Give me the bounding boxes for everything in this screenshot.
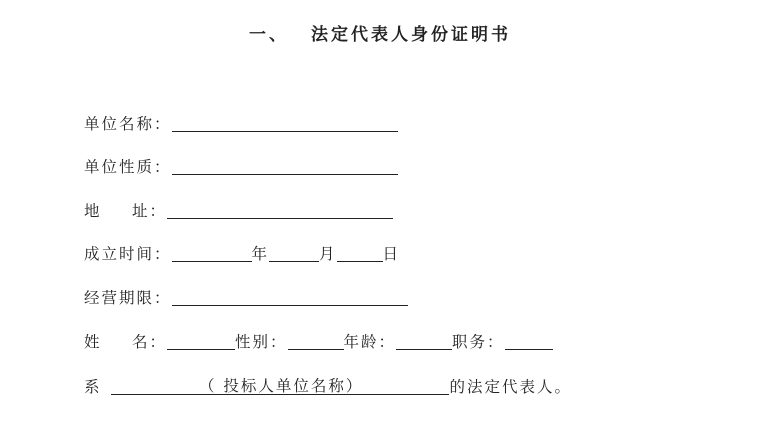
day-label: 日: [382, 245, 401, 263]
address-label-2: 址：: [132, 202, 168, 220]
relation-prefix: 系: [84, 378, 102, 396]
unit-name-row: [84, 110, 398, 134]
term-label: 经营期限：: [84, 289, 172, 307]
gender-label: 性别：: [235, 333, 288, 351]
position-field[interactable]: [505, 329, 553, 350]
address-row: [84, 197, 393, 221]
established-day-field[interactable]: [337, 241, 383, 262]
established-month-field[interactable]: [269, 241, 319, 262]
name-label-1: 姓: [84, 333, 102, 351]
gender-field[interactable]: [288, 329, 344, 350]
position-label: 职务：: [452, 333, 505, 351]
address-label-1: 地: [84, 202, 102, 220]
year-label: 年: [251, 245, 270, 263]
address-field[interactable]: [167, 198, 393, 219]
age-label: 年龄：: [343, 333, 397, 351]
title-text: 法定代表人身份证明书: [311, 25, 511, 45]
unit-name-label: 单位名称：: [84, 115, 172, 133]
age-field[interactable]: [396, 329, 452, 350]
unit-name-field[interactable]: [172, 111, 398, 132]
person-row: [84, 328, 553, 352]
unit-nature-row: [84, 153, 398, 177]
month-label: 月: [319, 245, 337, 263]
established-year-field[interactable]: [172, 241, 252, 262]
bidder-unit-name-hint: （ 投标人单位名称）: [199, 377, 364, 395]
relation-row: [84, 373, 572, 397]
unit-nature-label: 单位性质：: [84, 158, 172, 176]
unit-nature-field[interactable]: [172, 154, 398, 175]
established-row: [84, 240, 400, 264]
relation-suffix: 的法定代表人。: [449, 378, 572, 396]
term-field[interactable]: [172, 285, 408, 306]
page-title: [0, 20, 760, 45]
term-row: [84, 284, 408, 308]
name-field[interactable]: [167, 329, 235, 350]
established-label: 成立时间：: [84, 245, 172, 263]
title-number: 一、: [249, 25, 289, 45]
bidder-unit-name-field[interactable]: [111, 374, 449, 395]
name-label-2: 名：: [132, 333, 168, 351]
